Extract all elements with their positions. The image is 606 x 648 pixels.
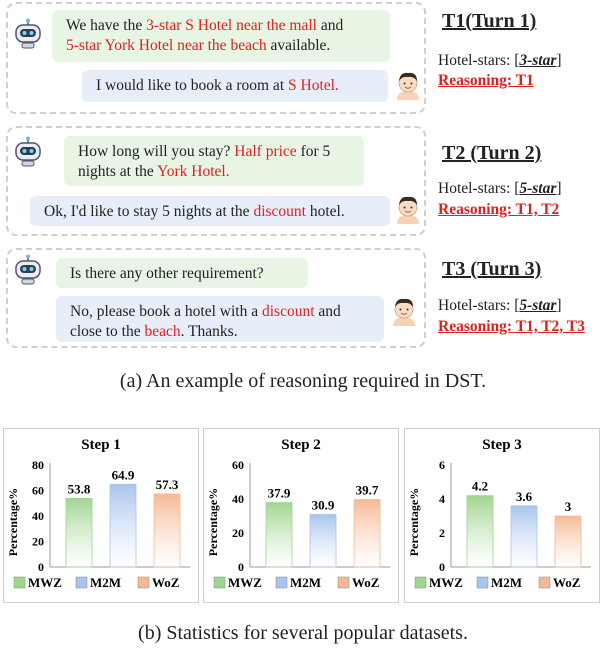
message-text: Ok, I'd like to stay 5 nights at the (44, 203, 254, 220)
bar-m2m (310, 514, 336, 567)
highlighted-text: beach (144, 323, 181, 340)
legend-label: MWZ (429, 575, 463, 590)
bar-value-label: 64.9 (111, 467, 135, 483)
message-text: hotel. (305, 203, 345, 220)
bar-mwz (66, 498, 92, 567)
chart-title: Step 2 (281, 437, 321, 453)
legend-label: MWZ (28, 575, 62, 590)
bot-message (56, 258, 308, 288)
turn-3-title: T3 (Turn 3) (442, 258, 542, 280)
bar-m2m (110, 484, 136, 567)
message-text: available. (266, 37, 331, 54)
message-text: and (314, 303, 341, 320)
legend-swatch (14, 577, 25, 588)
bot-message (64, 136, 364, 186)
slot-end: ] (556, 52, 562, 69)
y-tick-label: 40 (32, 509, 44, 523)
slot-label: Hotel-stars: [ (438, 52, 520, 69)
user-message (56, 296, 384, 342)
highlighted-text: York Hotel. (157, 163, 230, 180)
y-tick-label: 40 (232, 492, 244, 506)
bar-value-label: 3.6 (515, 488, 533, 504)
chart-title: Step 1 (81, 437, 121, 453)
robot-icon (12, 136, 44, 168)
user-message (82, 70, 388, 102)
chart-step-3 (405, 429, 599, 602)
legend-swatch (539, 577, 550, 588)
y-axis-label: Percentage% (206, 487, 220, 557)
legend-label: M2M (90, 575, 122, 590)
bar-value-label: 37.9 (267, 485, 291, 501)
turn-1-reasoning: Reasoning: T1 (438, 72, 534, 89)
y-tick-label: 2 (439, 526, 445, 540)
robot-icon (12, 254, 44, 286)
caption-b: (b) Statistics for several popular datasets. (138, 622, 468, 644)
bar-mwz (467, 496, 493, 567)
turn-2-slot (438, 180, 562, 198)
slot-end: ] (556, 180, 562, 197)
bot-message (52, 10, 390, 62)
turn-1-slot (438, 52, 562, 70)
message-text: I would like to book a room at (96, 77, 288, 94)
message-text: nights at the (78, 163, 158, 180)
chart-title: Step 3 (482, 437, 522, 453)
bar-m2m (511, 506, 537, 567)
message-text: close to the (70, 323, 145, 340)
legend-swatch (415, 577, 426, 588)
y-tick-label: 6 (439, 458, 445, 472)
legend-swatch (138, 577, 149, 588)
bar-value-label: 39.7 (355, 482, 379, 498)
y-tick-label: 4 (439, 492, 445, 506)
highlighted-text: 5-star York Hotel near the beach (66, 37, 267, 54)
legend-label: M2M (491, 575, 523, 590)
legend-label: WoZ (152, 575, 180, 590)
user-avatar-icon (392, 68, 424, 100)
chart-panel-step-3 (404, 428, 600, 603)
message-text: . Thanks. (180, 323, 238, 340)
legend-label: M2M (290, 575, 322, 590)
message-text: We have the (66, 17, 147, 34)
y-axis-label: Percentage% (407, 487, 421, 557)
bar-woz (555, 516, 581, 567)
slot-end: ] (556, 297, 562, 314)
turn-1-title: T1(Turn 1) (442, 10, 537, 32)
chart-panel-step-1 (3, 428, 199, 603)
bar-value-label: 30.9 (311, 497, 335, 513)
user-avatar-icon (392, 192, 424, 224)
slot-value: 3-star (519, 52, 557, 69)
legend-swatch (214, 577, 225, 588)
robot-icon (12, 18, 44, 50)
bar-value-label: 3 (564, 499, 572, 514)
highlighted-text: discount (253, 203, 306, 220)
highlighted-text: S Hotel. (288, 77, 339, 94)
slot-label: Hotel-stars: [ (438, 297, 520, 314)
legend-swatch (338, 577, 349, 588)
bar-value-label: 4.2 (471, 478, 489, 494)
y-tick-label: 0 (38, 560, 44, 574)
chart-panel-step-2 (203, 428, 399, 603)
legend-label: WoZ (352, 575, 380, 590)
turn-2-reasoning: Reasoning: T1, T2 (438, 201, 560, 218)
bar-value-label: 53.8 (67, 481, 91, 497)
bar-value-label: 57.3 (155, 476, 179, 492)
turn-3-slot (438, 297, 562, 315)
message-text: How long will you stay? (78, 143, 235, 160)
y-tick-label: 0 (439, 560, 445, 574)
caption-a: (a) An example of reasoning required in DST. (119, 370, 487, 392)
y-tick-label: 0 (238, 560, 244, 574)
highlighted-text: discount (261, 303, 315, 320)
y-tick-label: 20 (32, 534, 44, 549)
chart-step-1 (4, 429, 198, 602)
y-tick-label: 20 (232, 526, 244, 540)
chart-step-2 (204, 429, 398, 602)
y-axis-label: Percentage% (6, 487, 20, 557)
bar-woz (354, 500, 380, 567)
slot-label: Hotel-stars: [ (438, 180, 520, 197)
highlighted-text: 3-star S Hotel near the mall (146, 17, 317, 34)
y-tick-label: 80 (32, 458, 44, 472)
legend-swatch (76, 577, 87, 588)
legend-swatch (276, 577, 287, 588)
y-tick-label: 60 (232, 458, 244, 472)
legend-label: WoZ (553, 575, 581, 590)
highlighted-text: Half price (234, 143, 297, 160)
slot-value: 5-star (519, 180, 557, 197)
y-tick-label: 60 (32, 483, 44, 498)
bar-woz (154, 494, 180, 567)
bar-mwz (266, 503, 292, 567)
message-text: No, please book a hotel with a (70, 303, 262, 320)
message-text: Is there any other requirement? (70, 265, 264, 282)
slot-value: 5-star (519, 297, 557, 314)
user-message (30, 196, 390, 226)
message-text: for 5 (296, 143, 331, 160)
legend-label: MWZ (228, 575, 262, 590)
user-avatar-icon (388, 294, 420, 326)
turn-2-title: T2 (Turn 2) (442, 142, 542, 164)
turn-3-reasoning: Reasoning: T1, T2, T3 (438, 318, 585, 335)
message-text: and (316, 17, 344, 34)
legend-swatch (477, 577, 488, 588)
